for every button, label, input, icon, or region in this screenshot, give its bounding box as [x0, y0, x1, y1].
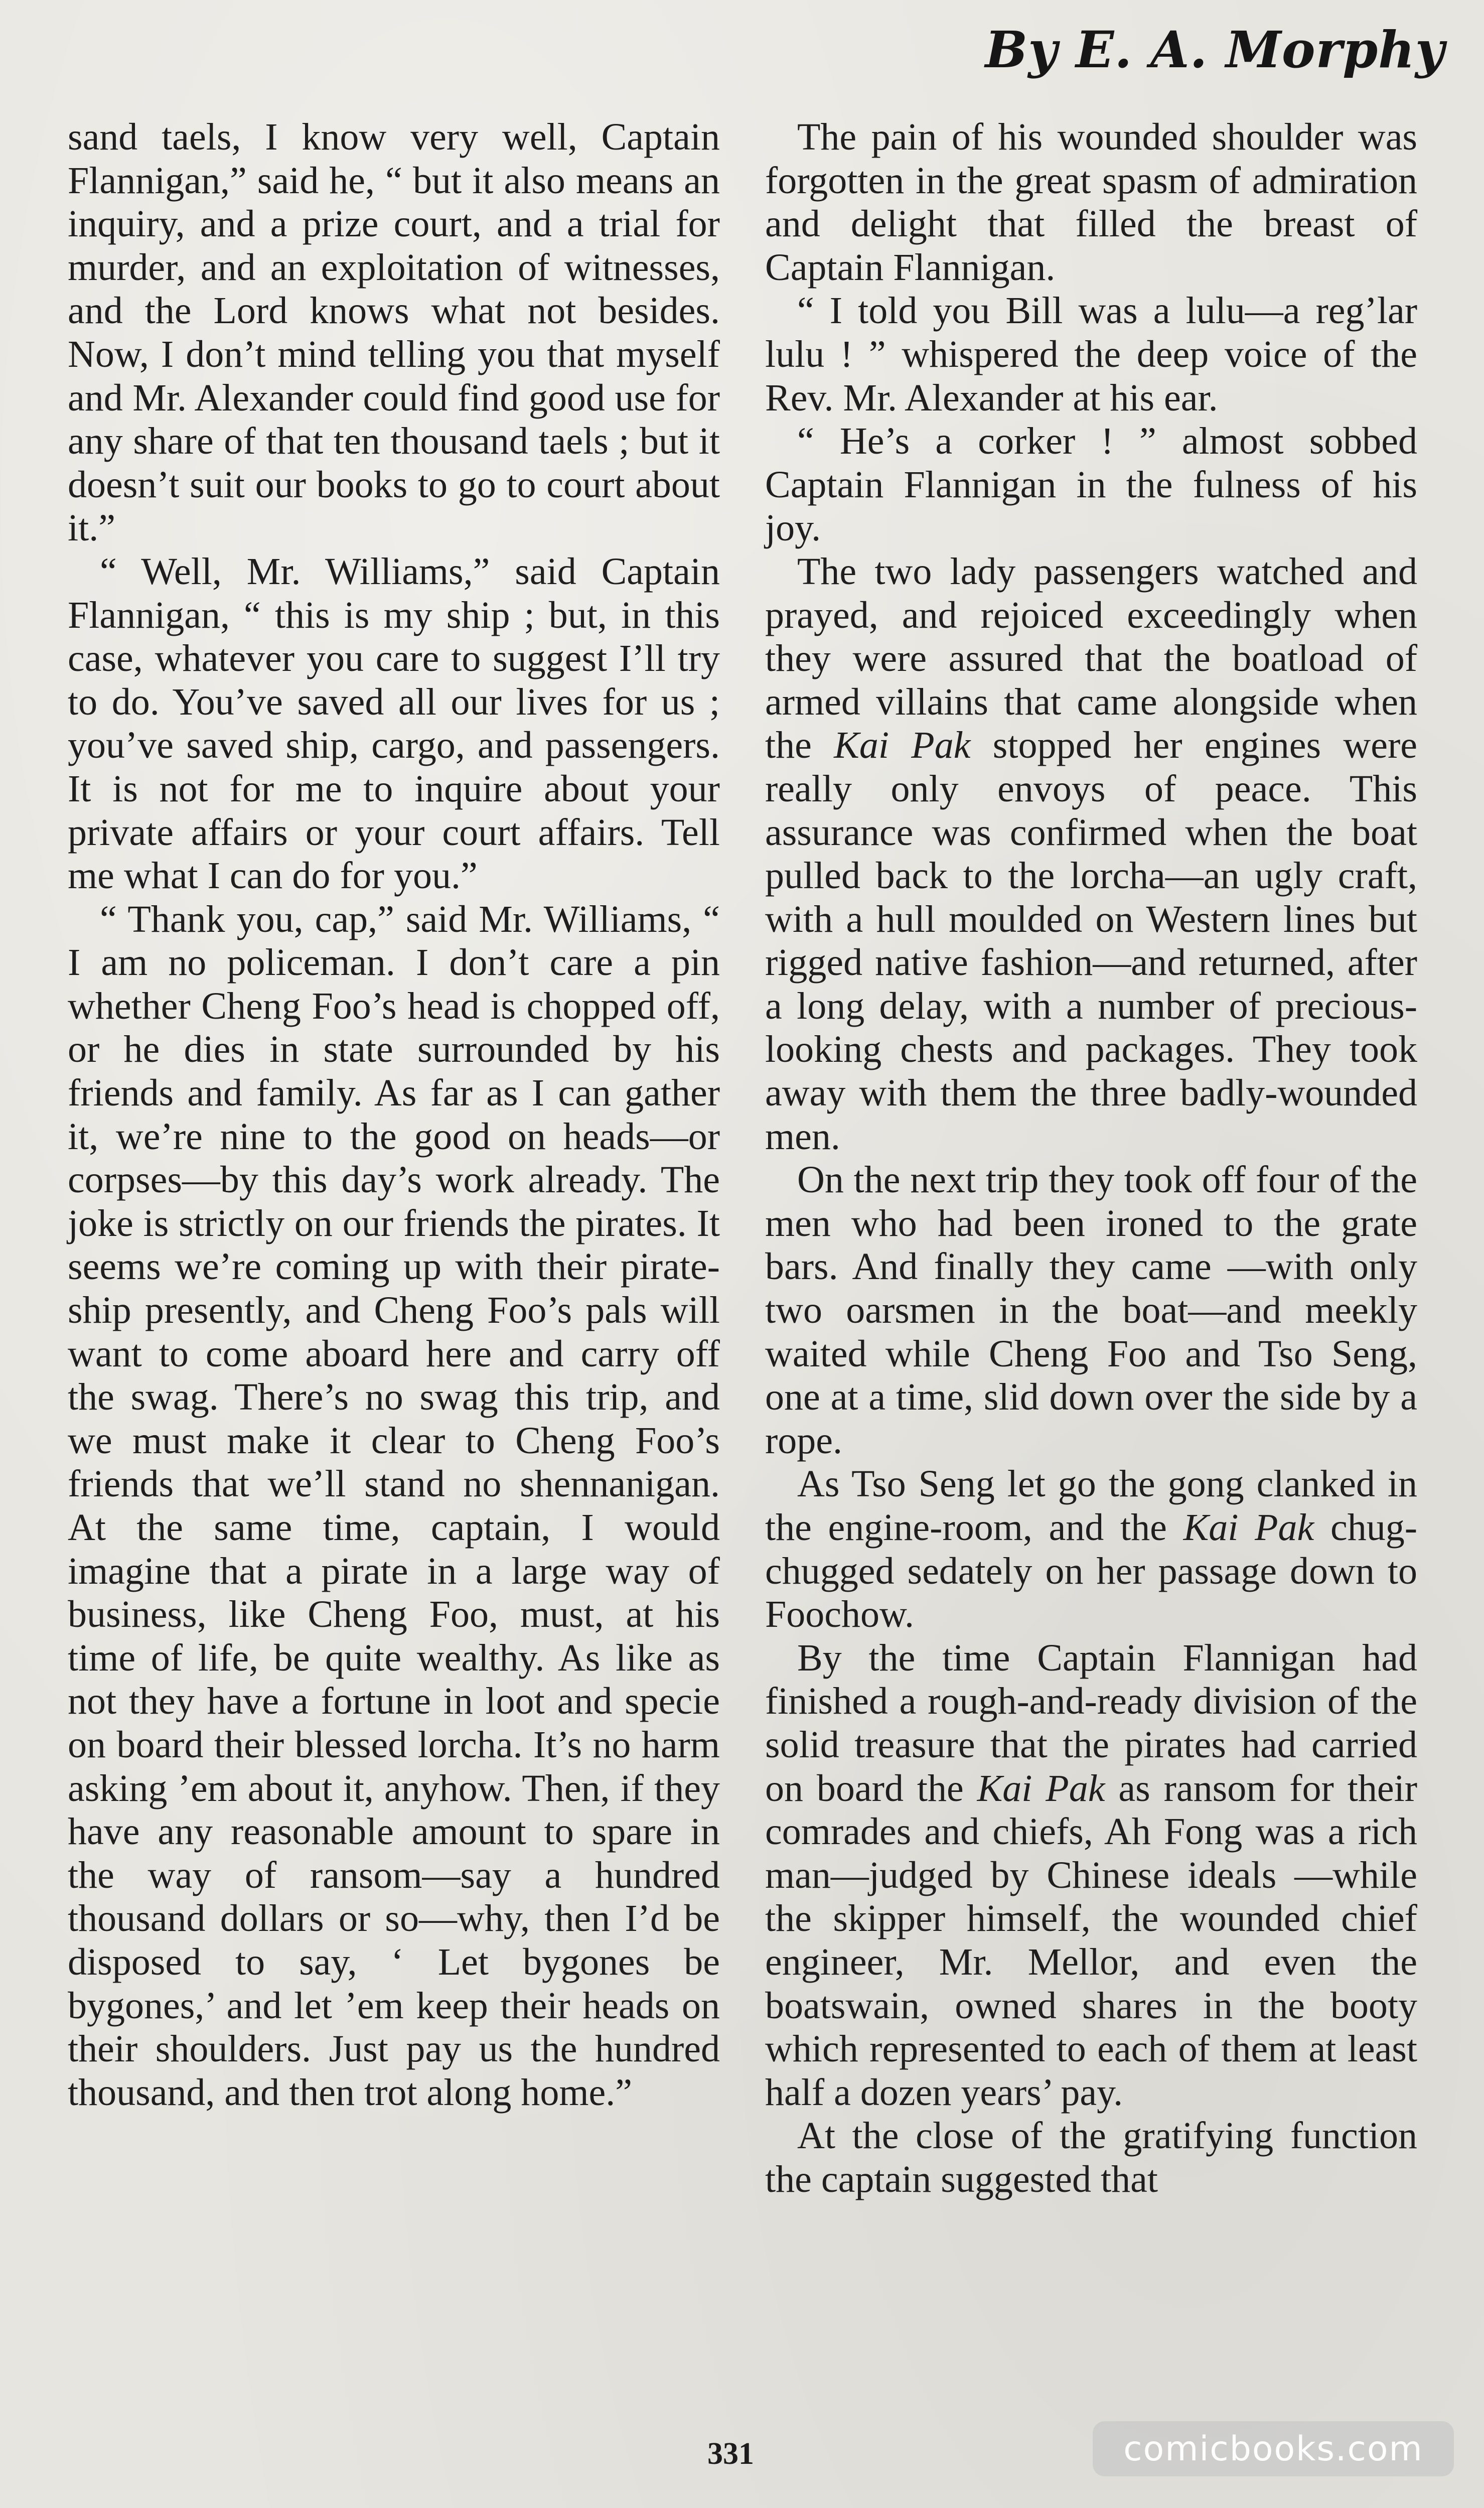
left-column [68, 115, 720, 2114]
right-paragraph-6 [765, 1462, 1417, 1636]
page-number: 331 [707, 2437, 754, 2471]
left-paragraph-2: “ Well, Mr. Williams,” said Captain Flannigan, “ this is my ship ; but, in this case, whatever you care to suggest I’ll try to do. You’ve saved all our lives for us ; you’ve saved ship, cargo, and passengers. It is not for me to inquire about your private affairs or your court affairs. Tell me what I can do for you.” [68, 550, 720, 897]
ship-name: Kai Pak [834, 724, 971, 767]
right-paragraph-1: The pain of his wounded shoulder was forgotten in the great spasm of admiration and delight that filled the breast of Captain Flannigan. [765, 116, 1417, 289]
right-paragraph-5: On the next trip they took off four of the men who had been ironed to the grate bars. And finally they came —with only two oarsmen in the boat—and meekly waited while Cheng Foo and Tso Seng, one at a time, slid down over the side by a rope. [765, 1159, 1417, 1462]
paragraph-text: stopped her engines were really only envoys of peace. This assurance was confirmed when the boat pulled back to the lorcha—an ugly craft, with a hull moulded on Western lines but rigged native fashion—and returned, after a long delay, with a number of precious-looking chests and packages. They took away with them the three badly-wounded men. [765, 724, 1417, 1158]
paragraph-text: chug-chugged sedately on her passage down to Foochow. [765, 1506, 1417, 1636]
ship-name: Kai Pak [977, 1767, 1105, 1809]
left-paragraph-1: sand taels, I know very well, Captain Flannigan,” said he, “ but it also means an inquiry, and a prize court, and a trial for murder, and an exploitation of witnesses, and the Lord knows what not besides. Now, I don’t mind telling you that myself and Mr. Alexander could find good use for any share of that ten thousand taels ; but it doesn’t suit our books to go to court about it.” [68, 116, 720, 549]
paragraph-text: as ransom for their comrades and chiefs, Ah Fong was a rich man—judged by Chinese ideals —while the skipper himself, the wounded chief engineer, Mr. Mellor, and even the boatswain, owned shares in the booty which represented to each of them at least half a dozen years’ pay. [765, 1767, 1417, 2114]
right-paragraph-3: “ He’s a corker ! ” almost sobbed Captain Flannigan in the fulness of his joy. [765, 420, 1417, 549]
paragraph-text: By the time Captain Flannigan had finished a rough-and-ready division of the solid treasure that the pirates had carried on board the [765, 1636, 1417, 1809]
right-paragraph-7 [765, 1636, 1417, 2115]
ship-name: Kai Pak [1183, 1506, 1314, 1549]
author-byline: By E. A. Morphy [985, 20, 1445, 79]
paragraph-text: The two lady passengers watched and prayed, and rejoiced exceedingly when they were assured that the boatload of armed villains that came alongside when the [765, 550, 1417, 767]
left-paragraph-3: “ Thank you, cap,” said Mr. Williams, “ I am no policeman. I don’t care a pin whether Cheng Foo’s head is chopped off, or he dies in state surrounded by his friends and family. As far as I can gather it, we’re nine to the good on heads—or corpses—by this day’s work already. The joke is strictly on our friends the pirates. It seems we’re coming up with their pirate-ship presently, and Cheng Foo’s pals will want to come aboard here and carry off the swag. There’s no swag this trip, and we must make it clear to Cheng Foo’s friends that we’ll stand no shennanigan. At the same time, captain, I would imagine that a pirate in a large way of business, like Cheng Foo, must, at his time of life, be quite wealthy. As like as not they have a fortune in loot and specie on board their blessed lorcha. It’s no harm asking ’em about it, anyhow. Then, if they have any reasonable amount to spare in the way of ransom—say a hundred thousand dollars or so—why, then I’d be disposed to say, ‘ Let bygones be bygones,’ and let ’em keep their heads on their shoulders. Just pay us the hundred thousand, and then trot along home.” [68, 898, 720, 2114]
right-column [765, 115, 1417, 2201]
right-paragraph-2: “ I told you Bill was a lulu—a reg’lar lulu ! ” whispered the deep voice of the Rev. Mr. Alexander at his ear. [765, 290, 1417, 419]
paragraph-text: As Tso Seng let go the gong clanked in the engine-room, and the [765, 1463, 1417, 1549]
right-paragraph-8: At the close of the gratifying function the captain suggested that [765, 2115, 1417, 2200]
site-watermark: comicbooks.com [1093, 2421, 1454, 2476]
right-paragraph-4 [765, 550, 1417, 1158]
